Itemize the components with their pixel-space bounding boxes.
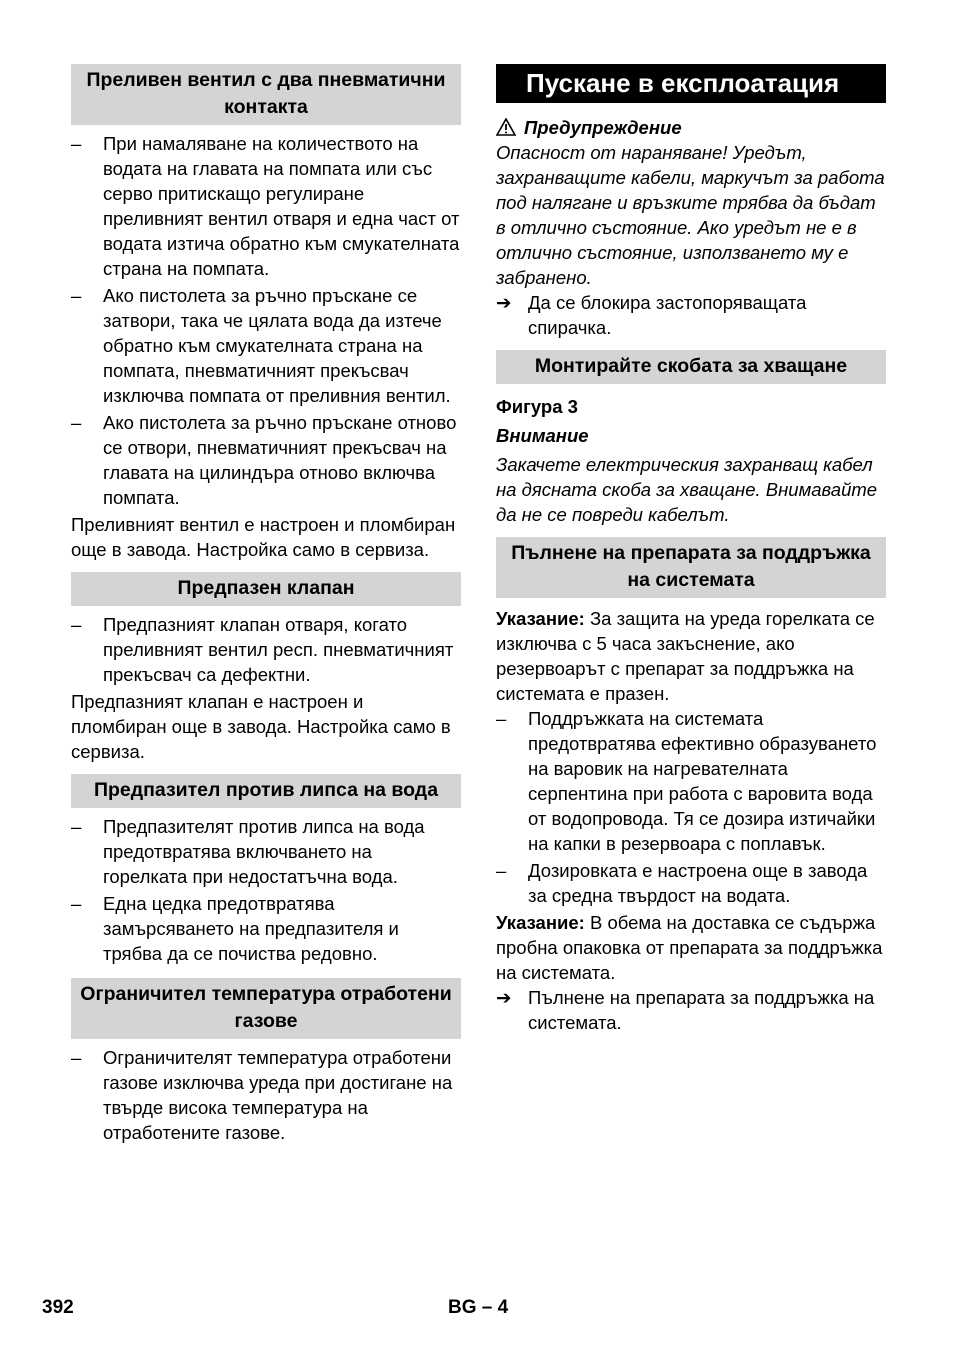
page-number: 392 xyxy=(42,1297,74,1318)
safety-valve-list xyxy=(71,612,461,687)
figure-label: Фигура 3 xyxy=(496,396,578,417)
language-page-label: BG – 4 xyxy=(448,1297,509,1318)
list-item: – Предпазният клапан отваря, когато преливният вентил респ. пневматичният прекъсвач са дефектни. xyxy=(71,612,461,687)
warning-label-row xyxy=(496,115,886,140)
note-1 xyxy=(496,606,886,706)
exhaust-limiter-list xyxy=(71,1045,461,1145)
section-heading-exhaust-limiter: Ограничител температура отработени газове xyxy=(71,978,461,1039)
overflow-valve-list xyxy=(71,131,461,510)
care-agent-list xyxy=(496,706,886,908)
list-item: – Поддръжката на системата предотвратява ефективно образуването на варовик на нагревателната серпентина при работа с варовита вода от водопровода. Тя се дозира изтичайки на капки в резервоара с поплавък. xyxy=(496,706,886,856)
list-item: – Една цедка предотвратява замърсяването на предпазителя и трябва да се почиства редовно. xyxy=(71,891,461,966)
attention-text: Закачете електрическия захранващ кабел на дясната скоба за хващане. Внимавайте да не се повреди кабелът. xyxy=(496,454,878,525)
left-column xyxy=(71,64,461,1147)
note-text: В обема на доставка се съдържа пробна опаковка от препарата за поддръжка на системата. xyxy=(496,912,883,983)
list-item: – Ограничителят температура отработени газове изключва уреда при достигане на твърде висока температура на отработените газове. xyxy=(71,1045,461,1145)
care-agent-action-text: Пълнене на препарата за поддръжка на системата. xyxy=(528,987,875,1033)
list-item: – Ако пистолета за ръчно пръскане се затвори, така че цялата вода да изтече обратно към смукателната страна на помпата, пневматичният прекъсвач изключва помпата от преливния вентил. xyxy=(71,283,461,408)
list-item: – Дозировката е настроена още в завода за средна твърдост на водата. xyxy=(496,858,886,908)
water-shortage-list xyxy=(71,814,461,966)
section-heading-handle: Монтирайте скобата за хващане xyxy=(496,350,886,384)
warning-action-text: Да се блокира застопоряващата спирачка. xyxy=(528,292,807,338)
arrow-right-icon: ➔ xyxy=(496,292,512,313)
list-item: – Ако пистолета за ръчно пръскане отново се отвори, пневматичният прекъсвач на главата на цилиндъра отново включва помпата. xyxy=(71,410,461,510)
warning-text: Опасност от нараняване! Уредът, захранващите кабели, маркучът за работа под налягане и връзките трябва да бъдат в отлично състояние. Ако уредът не е в отлично състояние, използването му е забранено. xyxy=(496,142,885,288)
list-item: – При намаляване на количеството на водата на главата на помпата или със серво притискащо регулиране преливният вентил отваря и една част от водата изтича обратно към смукателната страна на помпата. xyxy=(71,131,461,281)
note-label: Указание: xyxy=(496,912,585,933)
warning-label: Предупреждение xyxy=(524,117,682,138)
overflow-valve-text: Преливният вентил е настроен и пломбиран още в завода. Настройка само в сервиза. xyxy=(71,514,456,560)
section-heading-safety-valve: Предпазен клапан xyxy=(71,572,461,606)
section-heading-water-shortage: Предпазител против липса на вода xyxy=(71,774,461,808)
attention-label: Внимание xyxy=(496,425,589,446)
warning-triangle-icon xyxy=(496,115,524,140)
note-label: Указание: xyxy=(496,608,585,629)
note-2 xyxy=(496,910,886,985)
section-heading-care-agent: Пълнене на препарата за поддръжка на системата xyxy=(496,537,886,598)
main-heading: Пускане в експлоатация xyxy=(496,64,886,103)
warning-action xyxy=(496,290,886,340)
care-agent-action xyxy=(496,985,886,1035)
list-item: – Предпазителят против липса на вода предотвратява включването на горелката при недостатъчна вода. xyxy=(71,814,461,889)
note-text: За защита на уреда горелката се изключва с 5 часа закъснение, ако резервоарът с препарат за поддръжка на системата е празен. xyxy=(496,608,875,704)
right-column xyxy=(496,64,886,1035)
safety-valve-text: Предпазният клапан е настроен и пломбиран още в завода. Настройка само в сервиза. xyxy=(71,691,451,762)
arrow-right-icon: ➔ xyxy=(496,987,512,1008)
section-heading-overflow-valve: Преливен вентил с два пневматични контакта xyxy=(71,64,461,125)
